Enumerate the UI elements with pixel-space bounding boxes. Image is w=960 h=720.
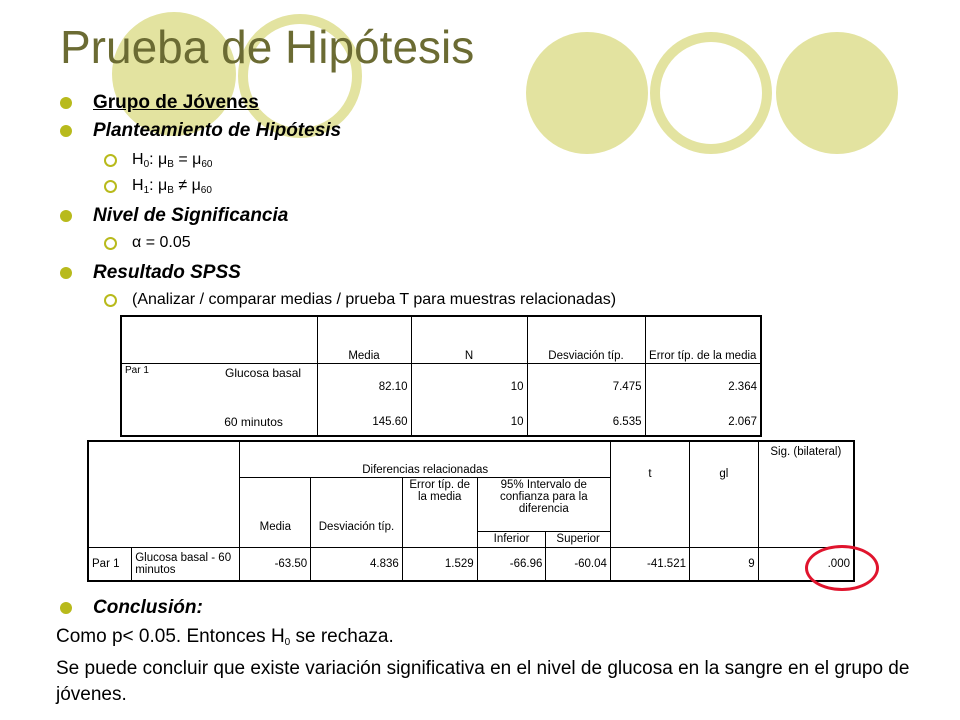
conclusion-line2: Se puede concluir que existe variación significativa en el nivel de glucosa en la sangre en el grupo de jóvenes. bbox=[56, 658, 910, 705]
group-header: Diferencias relacionadas bbox=[240, 441, 611, 477]
media-cell: -63.50 bbox=[240, 547, 311, 581]
media-cell: 145.60 bbox=[317, 410, 411, 436]
conclusion-text bbox=[56, 624, 916, 708]
bullet-resultado bbox=[60, 262, 241, 284]
bullet-dot-icon bbox=[60, 210, 72, 222]
resultado-text: Resultado SPSS bbox=[93, 262, 241, 283]
row-label: Glucosa basal bbox=[225, 366, 302, 380]
table-row bbox=[121, 410, 761, 436]
desv-cell: 4.836 bbox=[311, 547, 403, 581]
table-header-row bbox=[88, 441, 854, 477]
ring-bullet-icon bbox=[104, 237, 117, 250]
t-header: t bbox=[610, 441, 689, 547]
conclusion-label: Conclusión: bbox=[93, 597, 203, 618]
statistics-table bbox=[120, 315, 762, 437]
header-cell: N bbox=[411, 316, 527, 364]
table-row bbox=[88, 547, 854, 581]
bullet-planteamiento bbox=[60, 120, 341, 142]
superior-header: Superior bbox=[546, 531, 611, 547]
gl-header: gl bbox=[690, 441, 759, 547]
error-header: Error típ. de la media bbox=[402, 477, 477, 547]
media-cell: 82.10 bbox=[317, 364, 411, 410]
t-cell: -41.521 bbox=[610, 547, 689, 581]
row-label: 60 minutos bbox=[224, 415, 283, 429]
decor-circle-2 bbox=[526, 32, 648, 154]
interval-header: 95% Intervalo de confianza para la diferencia bbox=[477, 477, 610, 531]
nivel-text: Nivel de Significancia bbox=[93, 205, 289, 226]
sig-highlight-ellipse bbox=[805, 545, 879, 591]
superior-cell: -60.04 bbox=[546, 547, 611, 581]
table-row bbox=[121, 364, 761, 410]
planteamiento-text: Planteamiento de Hipótesis bbox=[93, 120, 342, 141]
decor-circle-3 bbox=[776, 32, 898, 154]
media-header: Media bbox=[240, 477, 311, 547]
table-header-row bbox=[121, 316, 761, 364]
grupo-text: Grupo de Jóvenes bbox=[93, 92, 259, 113]
pair-label-cell: Glucosa basal - 60 minutos bbox=[132, 547, 240, 581]
hypothesis-h0 bbox=[104, 151, 212, 170]
row-label-cell bbox=[121, 410, 317, 436]
sig-header: Sig. (bilateral) bbox=[758, 441, 854, 547]
error-cell: 1.529 bbox=[402, 547, 477, 581]
error-cell: 2.364 bbox=[645, 364, 761, 410]
ring-bullet-icon bbox=[104, 180, 117, 193]
conclusion-line1: Como p< 0.05. Entonces $H_0$ se rechaza. bbox=[56, 626, 394, 648]
row-label-cell bbox=[121, 364, 317, 410]
header-cell bbox=[121, 316, 317, 364]
desv-cell: 6.535 bbox=[527, 410, 645, 436]
header-cell: Media bbox=[317, 316, 411, 364]
bullet-conclusion bbox=[60, 597, 203, 619]
analizar-item bbox=[104, 291, 616, 309]
alpha-text: α = 0.05 bbox=[132, 234, 191, 251]
bullet-dot-icon bbox=[60, 125, 72, 137]
header-cell: Error típ. de la media bbox=[645, 316, 761, 364]
error-cell: 2.067 bbox=[645, 410, 761, 436]
n-cell: 10 bbox=[411, 410, 527, 436]
n-cell: 10 bbox=[411, 364, 527, 410]
sig-cell: .000 bbox=[758, 547, 854, 581]
paired-test-table bbox=[87, 440, 855, 582]
decor-ring-2 bbox=[650, 32, 772, 154]
desv-cell: 7.475 bbox=[527, 364, 645, 410]
alpha-item bbox=[104, 234, 191, 252]
gl-cell: 9 bbox=[690, 547, 759, 581]
bullet-nivel bbox=[60, 205, 288, 227]
desv-header: Desviación típ. bbox=[311, 477, 403, 547]
corner-cell bbox=[88, 441, 240, 547]
analizar-text: (Analizar / comparar medias / prueba T para muestras relacionadas) bbox=[132, 291, 617, 308]
bullet-dot-icon bbox=[60, 97, 72, 109]
ring-bullet-icon bbox=[104, 154, 117, 167]
bullet-grupo bbox=[60, 92, 259, 114]
h0-text: $H_0$: μB = μ60 bbox=[132, 151, 213, 170]
slide-title: Prueba de Hipótesis bbox=[60, 21, 475, 73]
inferior-header: Inferior bbox=[477, 531, 546, 547]
par-cell: Par 1 bbox=[88, 547, 132, 581]
bullet-dot-icon bbox=[60, 267, 72, 279]
header-cell: Desviación típ. bbox=[527, 316, 645, 364]
h1-text: $H_1$: μB ≠ μ60 bbox=[132, 177, 212, 196]
inferior-cell: -66.96 bbox=[477, 547, 546, 581]
par-label: Par 1 bbox=[125, 365, 149, 376]
ring-bullet-icon bbox=[104, 294, 117, 307]
bullet-dot-icon bbox=[60, 602, 72, 614]
hypothesis-h1 bbox=[104, 177, 212, 196]
